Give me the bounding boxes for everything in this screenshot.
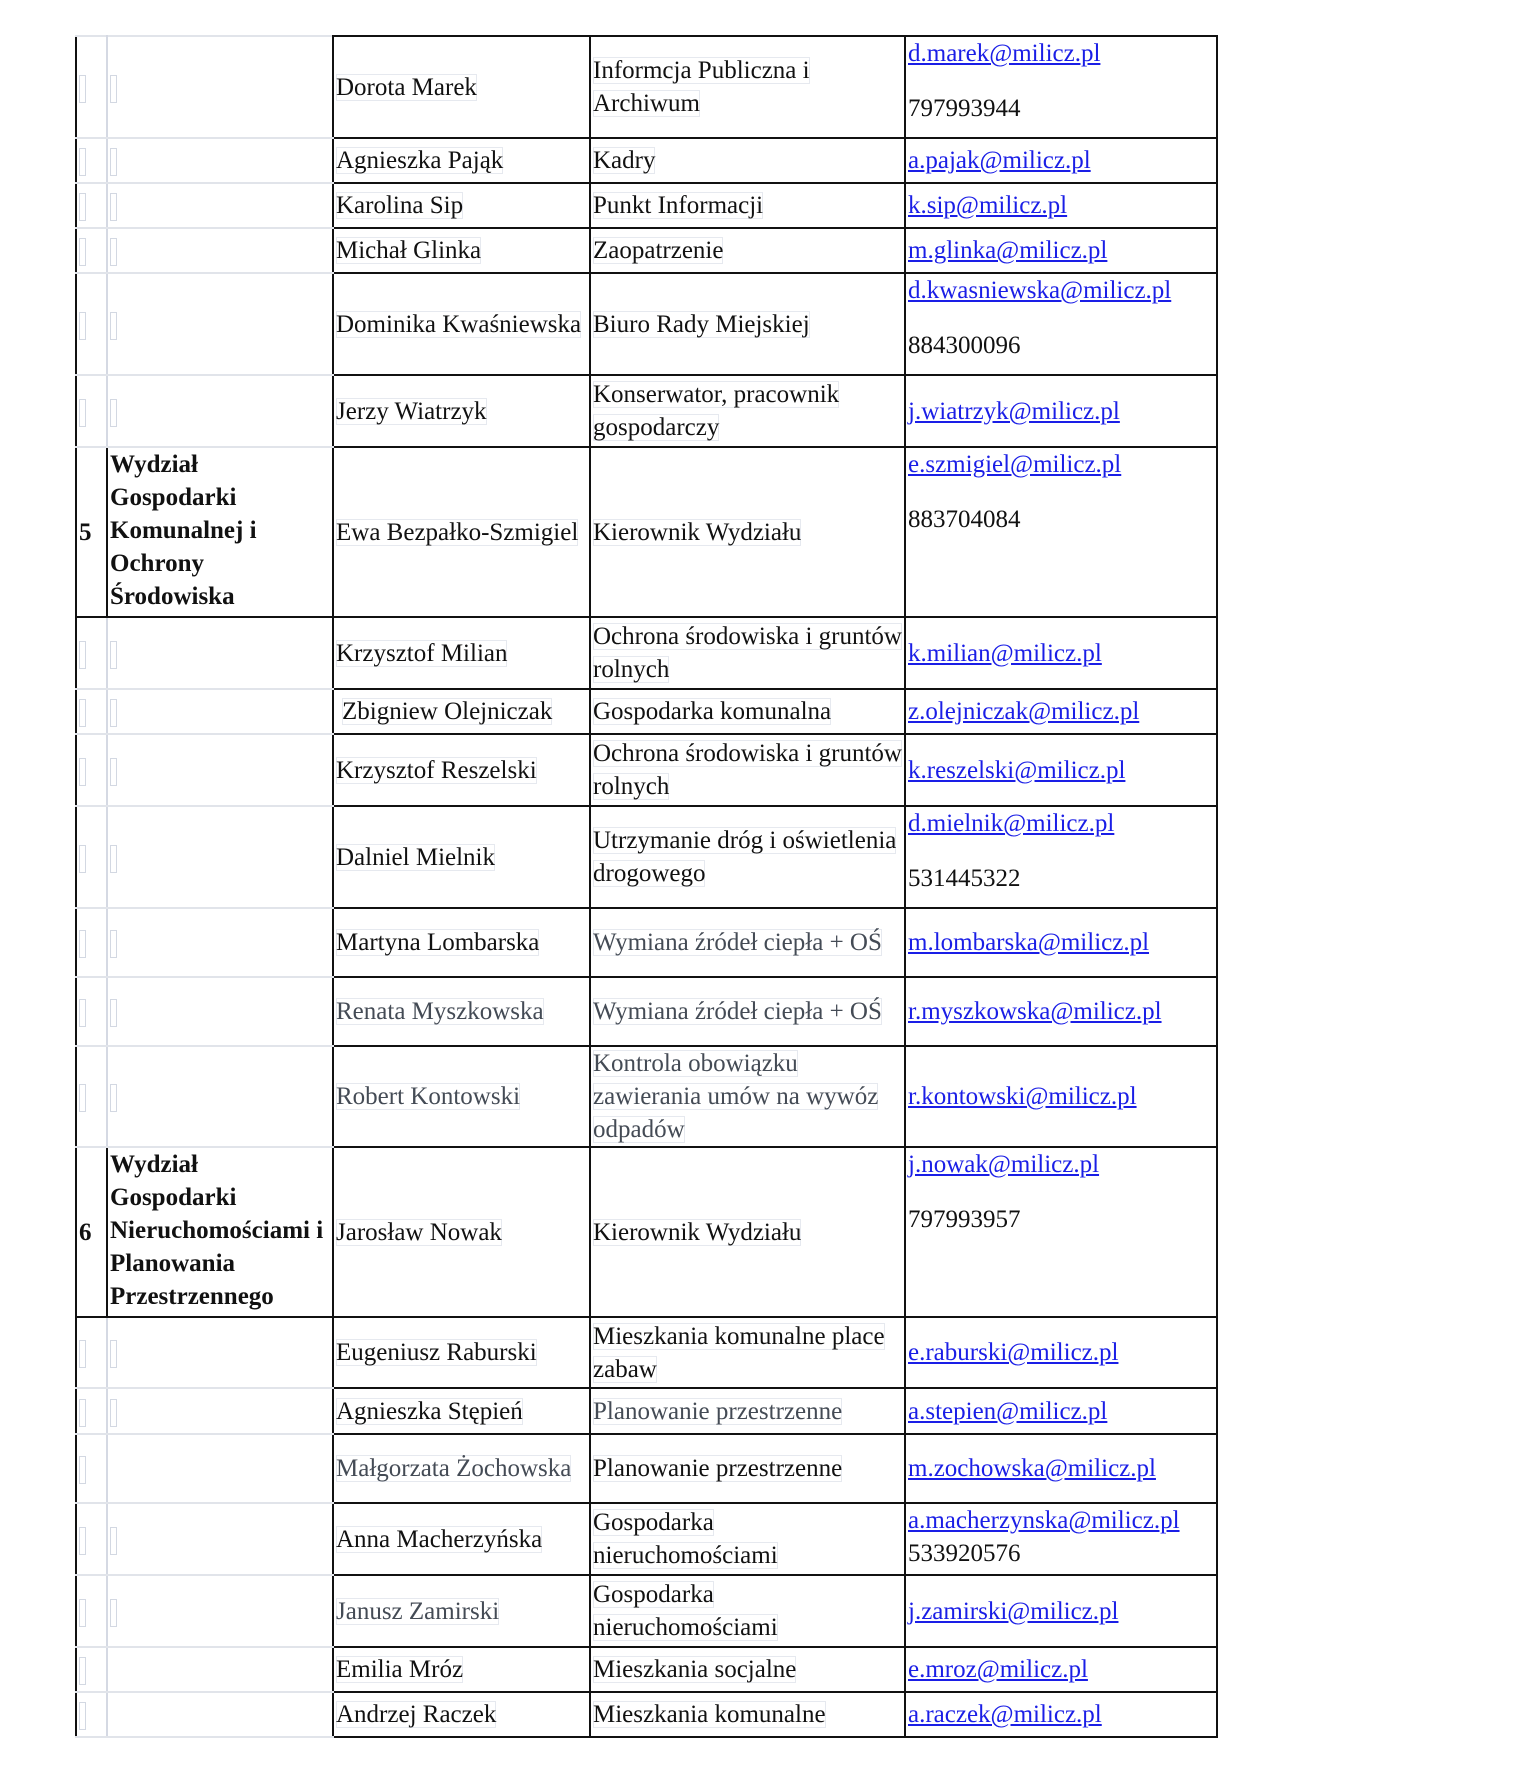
employee-name: Agnieszka Stępień — [336, 1397, 523, 1425]
empty-placeholder-icon — [110, 1340, 117, 1368]
employee-role-cell — [590, 273, 905, 375]
email-link[interactable]: a.raczek@milicz.pl — [908, 1701, 1102, 1728]
employee-role-cell — [590, 1575, 905, 1647]
department-name-cell — [107, 1503, 333, 1575]
empty-placeholder-icon — [110, 312, 117, 340]
employee-name: Jarosław Nowak — [336, 1218, 502, 1246]
empty-placeholder-icon — [110, 641, 117, 669]
employee-name: Jerzy Wiatrzyk — [336, 397, 487, 425]
employee-name-cell — [333, 806, 590, 908]
employee-name-cell — [333, 36, 590, 138]
phone-number: 884300096 — [908, 332, 1021, 359]
employee-name-cell — [333, 1388, 590, 1434]
phone-number: 531445322 — [908, 865, 1021, 892]
department-number-cell — [76, 734, 107, 806]
department-name: Wydział Gospodarki Komunalnej i Ochrony Środowiska — [110, 451, 257, 610]
department-name-cell — [107, 1692, 333, 1737]
employee-name-cell — [333, 138, 590, 183]
empty-placeholder-icon — [79, 1702, 86, 1730]
employee-role-cell — [590, 689, 905, 734]
department-number-cell — [76, 1434, 107, 1503]
department-name-cell — [107, 734, 333, 806]
employee-name-cell — [333, 1434, 590, 1503]
email-link[interactable]: m.zochowska@milicz.pl — [908, 1455, 1156, 1482]
employee-role: Konserwator, pracownik gospodarczy — [593, 381, 840, 441]
staff-directory-body — [76, 36, 1217, 1737]
employee-name: Renata Myszkowska — [336, 998, 544, 1025]
employee-role: Utrzymanie dróg i oświetlenia drogowego — [593, 827, 897, 887]
contact-cell — [905, 375, 1217, 447]
employee-role-cell — [590, 1503, 905, 1575]
employee-role-cell — [590, 908, 905, 977]
contact-cell — [905, 689, 1217, 734]
employee-role: Mieszkania komunalne — [593, 1701, 826, 1728]
table-row — [76, 273, 1217, 375]
employee-role-cell — [590, 806, 905, 908]
department-number-cell — [76, 1147, 107, 1317]
employee-name-cell — [333, 273, 590, 375]
employee-role-cell — [590, 138, 905, 183]
department-name-cell — [107, 1147, 333, 1317]
contact-cell — [905, 1434, 1217, 1503]
table-row — [76, 977, 1217, 1046]
empty-placeholder-icon — [110, 699, 117, 727]
table-row — [76, 183, 1217, 228]
contact-cell — [905, 734, 1217, 806]
employee-name: Michał Glinka — [336, 237, 482, 264]
empty-placeholder-icon — [79, 1527, 86, 1555]
department-number-cell — [76, 1647, 107, 1692]
email-link[interactable]: m.glinka@milicz.pl — [908, 237, 1108, 264]
contact-cell — [905, 183, 1217, 228]
empty-placeholder-icon — [110, 1527, 117, 1555]
department-number-cell — [76, 228, 107, 273]
staff-directory-table — [75, 35, 1218, 1738]
department-name: Wydział Gospodarki Nieruchomościami i Planowania Przestrzennego — [110, 1151, 324, 1310]
contact-cell — [905, 617, 1217, 689]
department-number: 6 — [79, 1218, 92, 1246]
empty-placeholder-icon — [79, 1657, 86, 1685]
employee-name-cell — [333, 375, 590, 447]
empty-placeholder-icon — [110, 75, 117, 103]
department-name-cell — [107, 689, 333, 734]
employee-role: Kontrola obowiązku zawierania umów na wywóz odpadów — [593, 1050, 879, 1143]
department-name-cell — [107, 36, 333, 138]
contact-cell — [905, 1147, 1217, 1317]
employee-name-cell — [333, 447, 590, 617]
department-number-cell — [76, 273, 107, 375]
department-number-cell — [76, 183, 107, 228]
department-number-cell — [76, 375, 107, 447]
employee-name: Martyna Lombarska — [336, 929, 540, 956]
employee-role-cell — [590, 734, 905, 806]
contact-cell — [905, 806, 1217, 908]
employee-role-cell — [590, 1434, 905, 1503]
table-row — [76, 1046, 1217, 1147]
department-number-cell — [76, 908, 107, 977]
email-link[interactable]: k.milian@milicz.pl — [908, 639, 1102, 667]
email-link[interactable]: z.olejniczak@milicz.pl — [908, 698, 1140, 725]
employee-name: Dominika Kwaśniewska — [336, 310, 582, 338]
employee-name-cell — [333, 977, 590, 1046]
table-row — [76, 689, 1217, 734]
employee-name-cell — [333, 617, 590, 689]
employee-name: Emilia Mróz — [336, 1656, 464, 1683]
contact-cell — [905, 1575, 1217, 1647]
employee-role-cell — [590, 1388, 905, 1434]
employee-role: Gospodarka komunalna — [593, 698, 832, 725]
employee-name-cell — [333, 1647, 590, 1692]
employee-name-cell — [333, 1317, 590, 1388]
table-row — [76, 1692, 1217, 1737]
department-number-cell — [76, 1503, 107, 1575]
department-number-cell — [76, 689, 107, 734]
employee-name: Eugeniusz Raburski — [336, 1339, 537, 1366]
employee-name: Robert Kontowski — [336, 1083, 521, 1110]
empty-placeholder-icon — [79, 999, 86, 1027]
table-row — [76, 1317, 1217, 1388]
employee-role: Zaopatrzenie — [593, 237, 724, 264]
empty-placeholder-icon — [110, 1399, 117, 1427]
empty-placeholder-icon — [110, 193, 117, 221]
employee-name: Krzysztof Milian — [336, 639, 508, 667]
email-link[interactable]: e.szmigiel@milicz.pl — [908, 451, 1122, 478]
empty-placeholder-icon — [79, 1340, 86, 1368]
email-link[interactable]: j.zamirski@milicz.pl — [908, 1597, 1119, 1625]
employee-role: Ochrona środowiska i gruntów rolnych — [593, 623, 902, 683]
employee-name-cell — [333, 1575, 590, 1647]
employee-role: Informcja Publiczna i Archiwum — [593, 57, 810, 117]
email-link[interactable]: r.kontowski@milicz.pl — [908, 1083, 1137, 1110]
empty-placeholder-icon — [79, 148, 86, 176]
empty-placeholder-icon — [79, 758, 86, 786]
empty-placeholder-icon — [110, 399, 117, 427]
employee-role: Wymiana źródeł ciepła + OŚ — [593, 929, 882, 956]
table-row — [76, 1503, 1217, 1575]
table-row — [76, 617, 1217, 689]
employee-name: Ewa Bezpałko-Szmigiel — [336, 518, 579, 546]
contact-cell — [905, 36, 1217, 138]
table-row — [76, 908, 1217, 977]
department-number-cell — [76, 1046, 107, 1147]
department-number-cell — [76, 36, 107, 138]
contact-cell — [905, 977, 1217, 1046]
department-number-cell — [76, 138, 107, 183]
employee-role-cell — [590, 228, 905, 273]
employee-role-cell — [590, 1692, 905, 1737]
department-name-cell — [107, 1575, 333, 1647]
employee-name: Karolina Sip — [336, 192, 464, 219]
employee-name: Małgorzata Żochowska — [336, 1455, 572, 1482]
table-row — [76, 375, 1217, 447]
department-name-cell — [107, 1647, 333, 1692]
employee-name: Dorota Marek — [336, 73, 477, 101]
empty-placeholder-icon — [110, 758, 117, 786]
email-link[interactable]: a.stepien@milicz.pl — [908, 1397, 1108, 1425]
contact-cell — [905, 1647, 1217, 1692]
phone-number: 797993957 — [908, 1206, 1021, 1233]
department-name-cell — [107, 977, 333, 1046]
empty-placeholder-icon — [110, 1084, 117, 1112]
department-number-cell — [76, 447, 107, 617]
employee-role: Mieszkania socjalne — [593, 1656, 797, 1683]
department-name-cell — [107, 1388, 333, 1434]
employee-name: Krzysztof Reszelski — [336, 756, 537, 784]
department-name-cell — [107, 375, 333, 447]
department-name-cell — [107, 1434, 333, 1503]
empty-placeholder-icon — [110, 999, 117, 1027]
employee-role: Wymiana źródeł ciepła + OŚ — [593, 998, 882, 1025]
employee-role-cell — [590, 1147, 905, 1317]
table-row — [76, 447, 1217, 617]
department-number-cell — [76, 1317, 107, 1388]
table-row — [76, 1388, 1217, 1434]
employee-name-cell — [333, 183, 590, 228]
employee-role-cell — [590, 447, 905, 617]
department-name-cell — [107, 908, 333, 977]
department-number-cell — [76, 1575, 107, 1647]
department-name-cell — [107, 228, 333, 273]
empty-placeholder-icon — [79, 699, 86, 727]
table-row — [76, 1434, 1217, 1503]
employee-role: Kadry — [593, 147, 656, 174]
employee-name-cell — [333, 908, 590, 977]
department-number-cell — [76, 806, 107, 908]
employee-role-cell — [590, 183, 905, 228]
contact-cell — [905, 1388, 1217, 1434]
department-name-cell — [107, 138, 333, 183]
employee-name-cell — [333, 689, 590, 734]
employee-name: Zbigniew Olejniczak — [342, 698, 553, 725]
employee-role-cell — [590, 977, 905, 1046]
department-name-cell — [107, 1046, 333, 1147]
email-link[interactable]: d.kwasniewska@milicz.pl — [908, 277, 1172, 304]
employee-name-cell — [333, 734, 590, 806]
empty-placeholder-icon — [79, 193, 86, 221]
employee-role: Ochrona środowiska i gruntów rolnych — [593, 740, 902, 800]
employee-role-cell — [590, 375, 905, 447]
department-number-cell — [76, 1388, 107, 1434]
table-row — [76, 138, 1217, 183]
employee-role: Mieszkania komunalne place zabaw — [593, 1322, 885, 1383]
empty-placeholder-icon — [110, 845, 117, 873]
contact-cell — [905, 1692, 1217, 1737]
employee-name: Agnieszka Pająk — [336, 147, 504, 174]
contact-cell — [905, 138, 1217, 183]
department-number: 5 — [79, 518, 92, 546]
empty-placeholder-icon — [79, 1399, 86, 1427]
contact-cell — [905, 1317, 1217, 1388]
email-link[interactable]: j.nowak@milicz.pl — [908, 1151, 1100, 1178]
employee-role: Planowanie przestrzenne — [593, 1397, 843, 1425]
phone-number: 533920576 — [908, 1540, 1021, 1567]
employee-role-cell — [590, 1647, 905, 1692]
empty-placeholder-icon — [110, 238, 117, 266]
employee-name: Andrzej Raczek — [336, 1701, 497, 1728]
contact-cell — [905, 908, 1217, 977]
email-link[interactable]: e.mroz@milicz.pl — [908, 1656, 1088, 1683]
table-row — [76, 228, 1217, 273]
department-name-cell — [107, 617, 333, 689]
employee-role: Biuro Rady Miejskiej — [593, 310, 810, 338]
empty-placeholder-icon — [110, 148, 117, 176]
email-link[interactable]: r.myszkowska@milicz.pl — [908, 998, 1162, 1025]
employee-role-cell — [590, 1046, 905, 1147]
email-link[interactable]: e.raburski@milicz.pl — [908, 1339, 1119, 1366]
email-link[interactable]: a.macherzynska@milicz.pl — [908, 1507, 1180, 1534]
email-link[interactable]: k.sip@milicz.pl — [908, 192, 1068, 219]
empty-placeholder-icon — [79, 845, 86, 873]
department-number-cell — [76, 617, 107, 689]
department-name-cell — [107, 183, 333, 228]
employee-role-cell — [590, 36, 905, 138]
email-link[interactable]: m.lombarska@milicz.pl — [908, 929, 1150, 956]
employee-name-cell — [333, 1503, 590, 1575]
contact-cell — [905, 447, 1217, 617]
email-link[interactable]: d.mielnik@milicz.pl — [908, 810, 1115, 837]
contact-cell — [905, 273, 1217, 375]
employee-name: Janusz Zamirski — [336, 1597, 500, 1625]
employee-role: Punkt Informacji — [593, 192, 764, 219]
empty-placeholder-icon — [79, 75, 86, 103]
table-row — [76, 806, 1217, 908]
employee-role: Gospodarka nieruchomościami — [593, 1581, 778, 1641]
employee-name-cell — [333, 1692, 590, 1737]
empty-placeholder-icon — [110, 1599, 117, 1627]
employee-role: Kierownik Wydziału — [593, 518, 802, 546]
empty-placeholder-icon — [79, 312, 86, 340]
employee-role-cell — [590, 1317, 905, 1388]
phone-number: 797993944 — [908, 95, 1021, 122]
table-row — [76, 1575, 1217, 1647]
empty-placeholder-icon — [79, 641, 86, 669]
department-name-cell — [107, 447, 333, 617]
phone-number: 883704084 — [908, 506, 1021, 533]
empty-placeholder-icon — [79, 930, 86, 958]
table-row — [76, 734, 1217, 806]
contact-cell — [905, 1503, 1217, 1575]
contact-cell — [905, 228, 1217, 273]
empty-placeholder-icon — [79, 399, 86, 427]
empty-placeholder-icon — [79, 1456, 86, 1484]
department-name-cell — [107, 1317, 333, 1388]
employee-role: Gospodarka nieruchomościami — [593, 1509, 778, 1569]
employee-role-cell — [590, 617, 905, 689]
email-link[interactable]: j.wiatrzyk@milicz.pl — [908, 397, 1120, 425]
table-row — [76, 1647, 1217, 1692]
employee-name-cell — [333, 1147, 590, 1317]
empty-placeholder-icon — [79, 1599, 86, 1627]
department-name-cell — [107, 273, 333, 375]
email-link[interactable]: d.marek@milicz.pl — [908, 40, 1101, 67]
contact-cell — [905, 1046, 1217, 1147]
empty-placeholder-icon — [79, 1084, 86, 1112]
email-link[interactable]: a.pajak@milicz.pl — [908, 147, 1091, 174]
employee-name-cell — [333, 228, 590, 273]
department-name-cell — [107, 806, 333, 908]
employee-role: Planowanie przestrzenne — [593, 1455, 843, 1482]
empty-placeholder-icon — [79, 238, 86, 266]
table-row — [76, 1147, 1217, 1317]
employee-name: Dalniel Mielnik — [336, 843, 495, 871]
employee-name: Anna Macherzyńska — [336, 1525, 543, 1553]
empty-placeholder-icon — [110, 930, 117, 958]
department-number-cell — [76, 1692, 107, 1737]
department-number-cell — [76, 977, 107, 1046]
employee-name-cell — [333, 1046, 590, 1147]
table-row — [76, 36, 1217, 138]
email-link[interactable]: k.reszelski@milicz.pl — [908, 756, 1126, 784]
employee-role: Kierownik Wydziału — [593, 1218, 802, 1246]
